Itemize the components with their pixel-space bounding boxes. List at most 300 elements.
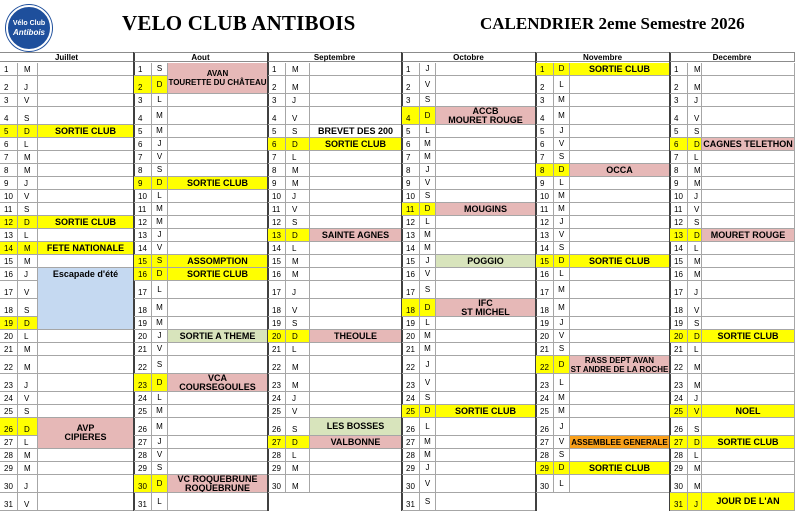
day-number: 20	[268, 330, 286, 343]
day-of-week: S	[554, 151, 570, 164]
empty-event-cell	[38, 449, 134, 462]
event-cell[interactable]: SORTIE CLUB	[702, 436, 795, 449]
empty-event-cell	[310, 281, 402, 299]
day-of-week: D	[554, 255, 570, 268]
empty-event-cell	[702, 125, 795, 138]
day-number: 12	[670, 216, 688, 229]
day-number: 11	[402, 203, 420, 216]
day-of-week: L	[152, 392, 168, 405]
day-number: 24	[134, 392, 152, 405]
day-of-week: J	[18, 76, 38, 94]
day-of-week: D	[420, 405, 436, 418]
empty-event-cell	[570, 151, 670, 164]
event-cell[interactable]: IFC ST MICHEL	[436, 299, 536, 317]
day-number: 28	[134, 449, 152, 462]
empty-event-cell	[38, 462, 134, 475]
day-of-week: J	[420, 462, 436, 475]
day-of-week: L	[18, 138, 38, 151]
day-of-week: J	[286, 392, 310, 405]
day-number: 17	[670, 281, 688, 299]
day-number: 13	[402, 229, 420, 242]
day-number: 6	[134, 138, 152, 151]
day-number: 12	[268, 216, 286, 229]
day-number: 12	[134, 216, 152, 229]
empty-event-cell	[702, 94, 795, 107]
day-number: 27	[0, 436, 18, 449]
day-number: 1	[670, 63, 688, 76]
day-number: 7	[0, 151, 18, 164]
empty-event-cell	[570, 242, 670, 255]
day-number: 5	[670, 125, 688, 138]
event-cell[interactable]: ACCB MOURET ROUGE	[436, 107, 536, 125]
empty-event-cell	[310, 76, 402, 94]
month-header-juillet: Juillet	[0, 52, 134, 62]
event-cell[interactable]: SORTIE CLUB	[38, 216, 134, 229]
empty-event-cell	[570, 281, 670, 299]
day-of-week: L	[286, 449, 310, 462]
day-of-week: V	[554, 138, 570, 151]
day-number: 20	[670, 330, 688, 343]
day-of-week: M	[554, 392, 570, 405]
day-number: 3	[268, 94, 286, 107]
day-of-week: J	[152, 138, 168, 151]
day-of-week: M	[152, 299, 168, 317]
empty-event-cell	[436, 190, 536, 203]
day-of-week: S	[688, 418, 702, 436]
day-of-week: D	[18, 125, 38, 138]
day-of-week: J	[286, 190, 310, 203]
event-cell[interactable]: ASSEMBLEE GENERALE	[570, 436, 670, 449]
empty-event-cell	[702, 392, 795, 405]
day-of-week: V	[688, 107, 702, 125]
day-number: 4	[0, 107, 18, 125]
empty-event-cell	[168, 138, 268, 151]
day-number: 8	[402, 164, 420, 177]
day-of-week: M	[554, 203, 570, 216]
day-number: 17	[134, 281, 152, 299]
day-number: 25	[536, 405, 554, 418]
day-of-week: D	[152, 475, 168, 493]
day-number: 17	[268, 281, 286, 299]
day-number: 29	[402, 462, 420, 475]
empty-event-cell	[38, 255, 134, 268]
day-of-week: L	[152, 281, 168, 299]
day-number: 3	[134, 94, 152, 107]
day-of-week: M	[688, 255, 702, 268]
day-of-week: S	[152, 356, 168, 374]
day-number: 1	[402, 63, 420, 76]
day-number: 27	[402, 436, 420, 449]
day-number: 17	[536, 281, 554, 299]
day-number: 30	[670, 475, 688, 493]
day-number: 24	[0, 392, 18, 405]
empty-event-cell	[168, 405, 268, 418]
day-number: 7	[536, 151, 554, 164]
empty-event-cell	[168, 203, 268, 216]
day-number: 3	[670, 94, 688, 107]
day-number: 28	[536, 449, 554, 462]
day-of-week: D	[420, 299, 436, 317]
day-of-week: S	[152, 63, 168, 76]
empty-event-cell	[168, 392, 268, 405]
day-number: 29	[268, 462, 286, 475]
day-of-week: L	[688, 343, 702, 356]
day-number: 28	[0, 449, 18, 462]
day-of-week: D	[688, 436, 702, 449]
day-of-week: S	[420, 94, 436, 107]
empty-event-cell	[310, 107, 402, 125]
empty-event-cell	[38, 405, 134, 418]
day-of-week: V	[152, 151, 168, 164]
day-number: 18	[670, 299, 688, 317]
day-number: 28	[268, 449, 286, 462]
day-of-week: L	[554, 374, 570, 392]
empty-event-cell	[38, 94, 134, 107]
day-of-week: L	[420, 125, 436, 138]
event-cell[interactable]: MOUGINS	[436, 203, 536, 216]
empty-event-cell	[570, 343, 670, 356]
day-of-week: V	[554, 330, 570, 343]
empty-event-cell	[570, 203, 670, 216]
day-number: 5	[402, 125, 420, 138]
empty-event-cell	[570, 107, 670, 125]
day-of-week: M	[420, 449, 436, 462]
empty-event-cell	[168, 107, 268, 125]
empty-event-cell	[436, 229, 536, 242]
day-number: 22	[670, 356, 688, 374]
event-cell[interactable]: SORTIE CLUB	[436, 405, 536, 418]
day-number: 20	[402, 330, 420, 343]
day-number: 27	[670, 436, 688, 449]
day-of-week: L	[554, 177, 570, 190]
empty-event-cell	[702, 216, 795, 229]
empty-event-cell	[702, 177, 795, 190]
day-of-week: V	[688, 203, 702, 216]
day-of-week: M	[152, 203, 168, 216]
event-cell[interactable]: JOUR DE L'AN	[702, 493, 795, 511]
day-number: 26	[268, 418, 286, 436]
empty-event-cell	[436, 356, 536, 374]
day-of-week: S	[18, 405, 38, 418]
day-of-week: M	[554, 299, 570, 317]
event-cell[interactable]: AVAN TOURETTE DU CHÂTEAU	[168, 63, 268, 94]
empty-event-cell	[570, 317, 670, 330]
day-of-week: L	[554, 268, 570, 281]
day-number: 26	[402, 418, 420, 436]
event-cell[interactable]: VC ROQUEBRUNE ROQUEBRUNE	[168, 475, 268, 493]
empty-event-cell	[168, 229, 268, 242]
event-cell[interactable]: LES BOSSES	[310, 418, 402, 436]
day-number: 15	[0, 255, 18, 268]
day-of-week: J	[688, 190, 702, 203]
day-of-week: S	[286, 418, 310, 436]
empty-event-cell	[38, 164, 134, 177]
day-number: 31	[0, 493, 18, 511]
empty-event-cell	[310, 164, 402, 177]
day-number: 7	[402, 151, 420, 164]
day-number: 12	[0, 216, 18, 229]
empty-event-cell	[436, 462, 536, 475]
day-of-week: J	[152, 229, 168, 242]
day-of-week: J	[420, 63, 436, 76]
day-of-week: S	[18, 107, 38, 125]
event-cell[interactable]: SORTIE CLUB	[168, 268, 268, 281]
day-of-week: M	[18, 255, 38, 268]
day-of-week: S	[152, 164, 168, 177]
empty-event-cell	[570, 268, 670, 281]
month-header-novembre: Novembre	[536, 52, 670, 62]
day-of-week: L	[18, 229, 38, 242]
empty-event-cell	[436, 164, 536, 177]
event-cell[interactable]: ASSOMPTION	[168, 255, 268, 268]
day-number: 23	[536, 374, 554, 392]
event-cell[interactable]: SORTIE CLUB	[702, 330, 795, 343]
event-cell[interactable]: POGGIO	[436, 255, 536, 268]
day-number: 11	[0, 203, 18, 216]
empty-event-cell	[310, 299, 402, 317]
empty-event-cell	[310, 203, 402, 216]
day-of-week: J	[18, 268, 38, 281]
day-number: 25	[0, 405, 18, 418]
empty-event-cell	[38, 151, 134, 164]
day-number: 18	[134, 299, 152, 317]
event-cell[interactable]: SORTIE CLUB	[168, 177, 268, 190]
day-of-week: M	[286, 76, 310, 94]
day-of-week: M	[286, 177, 310, 190]
event-cell[interactable]: MOURET ROUGE	[702, 229, 795, 242]
day-number: 15	[536, 255, 554, 268]
day-number: 22	[0, 356, 18, 374]
event-cell[interactable]: SORTIE CLUB	[570, 462, 670, 475]
day-of-week: J	[18, 374, 38, 392]
day-number: 20	[536, 330, 554, 343]
event-cell[interactable]: BREVET DES 200	[310, 125, 402, 138]
day-number: 11	[268, 203, 286, 216]
day-of-week: S	[688, 125, 702, 138]
day-number: 21	[134, 343, 152, 356]
empty-event-cell	[38, 229, 134, 242]
day-number: 30	[536, 475, 554, 493]
day-of-week: D	[420, 203, 436, 216]
day-number: 5	[134, 125, 152, 138]
event-cell[interactable]: SORTIE A THEME	[168, 330, 268, 343]
event-cell[interactable]: VALBONNE	[310, 436, 402, 449]
day-number: 19	[402, 317, 420, 330]
day-of-week: J	[18, 475, 38, 493]
day-number: 5	[0, 125, 18, 138]
empty-event-cell	[168, 242, 268, 255]
day-number: 14	[402, 242, 420, 255]
day-number: 18	[268, 299, 286, 317]
empty-event-cell	[38, 493, 134, 511]
day-of-week: J	[420, 356, 436, 374]
day-number: 22	[402, 356, 420, 374]
day-of-week: S	[286, 125, 310, 138]
day-of-week: L	[420, 216, 436, 229]
empty-event-cell	[570, 216, 670, 229]
day-of-week: L	[286, 242, 310, 255]
day-number: 16	[134, 268, 152, 281]
day-number: 8	[670, 164, 688, 177]
day-number: 12	[536, 216, 554, 229]
empty-event-cell	[570, 405, 670, 418]
day-of-week: D	[18, 216, 38, 229]
day-of-week: M	[688, 63, 702, 76]
day-number: 8	[536, 164, 554, 177]
day-of-week: M	[152, 107, 168, 125]
day-of-week: V	[286, 405, 310, 418]
event-cell[interactable]: OCCA	[570, 164, 670, 177]
day-of-week: S	[152, 462, 168, 475]
empty-event-cell	[310, 343, 402, 356]
day-of-week: M	[18, 242, 38, 255]
empty-event-cell	[310, 242, 402, 255]
empty-event-cell	[436, 94, 536, 107]
day-number: 20	[0, 330, 18, 343]
day-of-week: L	[688, 242, 702, 255]
empty-event-cell	[436, 418, 536, 436]
day-of-week: M	[688, 177, 702, 190]
day-of-week: V	[18, 493, 38, 511]
event-cell[interactable]: THEOULE	[310, 330, 402, 343]
day-of-week: J	[554, 125, 570, 138]
day-of-week: J	[286, 281, 310, 299]
day-of-week: M	[420, 436, 436, 449]
day-of-week: L	[286, 151, 310, 164]
event-cell[interactable]: SAINTE AGNES	[310, 229, 402, 242]
day-of-week: L	[554, 475, 570, 493]
day-number: 6	[670, 138, 688, 151]
empty-event-cell	[310, 462, 402, 475]
day-number: 8	[268, 164, 286, 177]
day-of-week: M	[420, 138, 436, 151]
empty-event-cell	[38, 475, 134, 493]
day-number: 14	[536, 242, 554, 255]
day-number: 16	[402, 268, 420, 281]
event-cell[interactable]: VCA COURSEGOULES	[168, 374, 268, 392]
empty-event-cell	[38, 343, 134, 356]
logo-text-line2: Antibois	[13, 28, 45, 37]
event-cell[interactable]: FETE NATIONALE	[38, 242, 134, 255]
day-of-week: S	[688, 317, 702, 330]
event-cell[interactable]: RASS DEPT AVAN ST ANDRE DE LA ROCHE	[570, 356, 669, 374]
day-of-week: L	[688, 449, 702, 462]
day-of-week: J	[420, 164, 436, 177]
event-cell[interactable]: SORTIE CLUB	[570, 255, 670, 268]
day-number: 7	[268, 151, 286, 164]
day-number: 10	[402, 190, 420, 203]
empty-event-cell	[436, 317, 536, 330]
day-number: 2	[670, 76, 688, 94]
day-of-week: S	[420, 190, 436, 203]
day-number: 23	[402, 374, 420, 392]
event-cell[interactable]: SORTIE CLUB	[38, 125, 134, 138]
day-number: 17	[0, 281, 18, 299]
day-of-week: M	[286, 255, 310, 268]
day-number: 19	[0, 317, 18, 330]
empty-event-cell	[38, 107, 134, 125]
day-number: 20	[134, 330, 152, 343]
empty-event-cell	[702, 107, 795, 125]
empty-event-cell	[570, 449, 670, 462]
day-number: 31	[670, 493, 688, 511]
day-of-week: J	[286, 94, 310, 107]
empty-event-cell	[168, 493, 268, 511]
empty-event-cell	[570, 94, 670, 107]
day-of-week: D	[420, 107, 436, 125]
day-of-week: V	[554, 436, 570, 449]
empty-event-cell	[436, 268, 536, 281]
day-number: 3	[0, 94, 18, 107]
day-of-week: S	[420, 392, 436, 405]
empty-event-cell	[570, 475, 670, 493]
day-of-week: M	[420, 242, 436, 255]
club-title: VELO CLUB ANTIBOIS	[122, 11, 356, 35]
day-number: 18	[536, 299, 554, 317]
event-cell[interactable]: AVP CIPIERES	[38, 418, 134, 449]
day-number: 19	[268, 317, 286, 330]
day-number: 28	[670, 449, 688, 462]
day-of-week: M	[420, 151, 436, 164]
event-cell[interactable]: SORTIE CLUB	[310, 138, 402, 151]
day-of-week: M	[152, 317, 168, 330]
day-number: 3	[536, 94, 554, 107]
day-number: 15	[670, 255, 688, 268]
day-of-week: S	[152, 255, 168, 268]
day-of-week: D	[554, 356, 570, 374]
day-of-week: M	[554, 405, 570, 418]
empty-event-cell	[436, 392, 536, 405]
day-of-week: D	[554, 63, 570, 76]
event-cell[interactable]: NOEL	[702, 405, 795, 418]
empty-event-cell	[702, 475, 795, 493]
day-of-week: D	[688, 229, 702, 242]
day-number: 2	[402, 76, 420, 94]
day-number: 1	[536, 63, 554, 76]
day-of-week: J	[152, 436, 168, 449]
empty-event-cell	[168, 190, 268, 203]
event-cell[interactable]: Escapade d'été	[38, 268, 134, 330]
empty-event-cell	[310, 190, 402, 203]
day-number: 23	[0, 374, 18, 392]
event-cell[interactable]: SORTIE CLUB	[570, 63, 670, 76]
day-of-week: V	[18, 94, 38, 107]
empty-event-cell	[436, 281, 536, 299]
day-number: 21	[402, 343, 420, 356]
day-of-week: M	[420, 330, 436, 343]
empty-event-cell	[436, 76, 536, 94]
day-number: 11	[134, 203, 152, 216]
empty-event-cell	[570, 190, 670, 203]
empty-event-cell	[436, 216, 536, 229]
empty-event-cell	[436, 63, 536, 76]
day-number: 16	[0, 268, 18, 281]
day-of-week: J	[18, 177, 38, 190]
day-number: 25	[268, 405, 286, 418]
empty-event-cell	[702, 203, 795, 216]
event-cell[interactable]: CAGNES TELETHON	[702, 138, 795, 151]
empty-event-cell	[310, 356, 402, 374]
day-number: 8	[134, 164, 152, 177]
day-of-week: J	[688, 493, 702, 511]
day-of-week: M	[688, 76, 702, 94]
day-of-week: D	[688, 138, 702, 151]
day-number: 5	[536, 125, 554, 138]
day-of-week: V	[420, 76, 436, 94]
day-number: 30	[402, 475, 420, 493]
day-of-week: M	[688, 462, 702, 475]
day-number: 24	[268, 392, 286, 405]
